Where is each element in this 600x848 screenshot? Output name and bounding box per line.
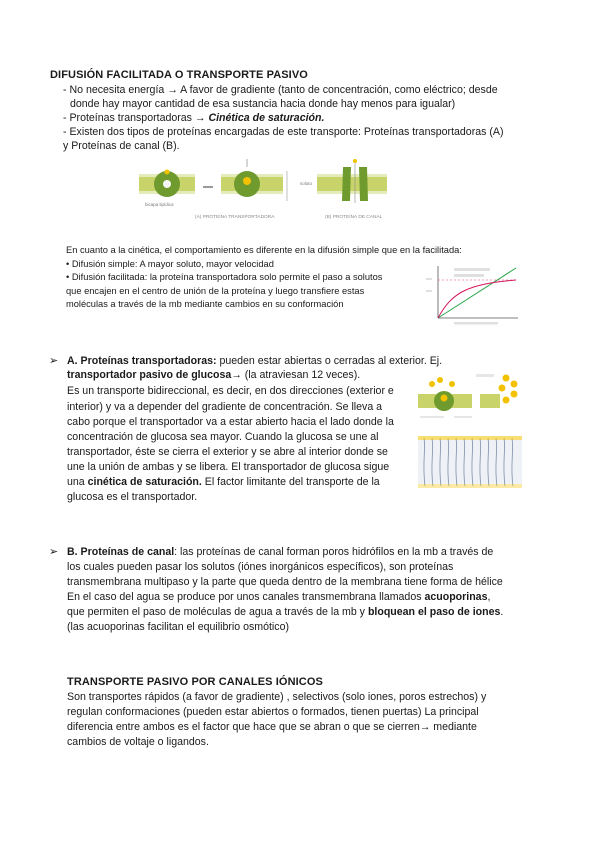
kinetics-graph [424, 262, 522, 328]
kinetics-text: • Difusión simple: A mayor soluto, mayor velocidad [66, 259, 274, 269]
transporter-helix-svg [418, 432, 522, 492]
text-line: donde hay mayor cantidad de esa sustancia hacia donde hay menos para igualar) [70, 98, 456, 110]
section2-line: regulan conformaciones (pueden estar abiertos o formados, tienen puertas) La principal [67, 706, 479, 718]
bullet-arrow-icon: ➢ [49, 355, 59, 367]
transport-proteins-figure [137, 157, 389, 225]
section-a-line: concentración de glucosa sea mayor. Cuando la glucosa se une al [67, 431, 379, 443]
section-b-line: transmembrana multipaso y la parte que queda dentro de la membrana tiene forma de hélice [67, 576, 503, 588]
section-b-line: que permiten el paso de moléculas de agua a través de la mb y bloquean el paso de iones. [67, 606, 504, 618]
section-a-line: une la unión de ambas y se libera. El transportador de glucosa sigue [67, 461, 390, 473]
kinetics-graph-svg [424, 262, 522, 328]
text-line: y Proteínas de canal (B). [63, 140, 180, 152]
kinetics-text: En cuanto a la cinética, el comportamiento es diferente en la difusión simple que en la facilitada: [66, 245, 462, 255]
section2-line: diferencia entre ambos es el factor que hace que se abran o que se cierren→ mediante [67, 721, 477, 733]
figure-label-bilayer: bicapa lipídica [145, 202, 174, 207]
text-line: - Proteínas transportadoras → Cinética de saturación. [63, 112, 325, 124]
section-a-line: una cinética de saturación. El factor limitante del transporte de la [67, 476, 380, 488]
section-a-line: glucosa es el transportador. [67, 491, 198, 503]
glucose-transporter-figure [418, 372, 522, 428]
glucose-transporter-svg [418, 372, 522, 428]
section-b-line: En el caso del agua se produce por unos canales transmembrana llamados acuoporinas, [67, 591, 491, 603]
text-line: - Existen dos tipos de proteínas encargadas de este transporte: Proteínas transportadoras (A) [63, 126, 504, 138]
transporter-helix-figure [418, 432, 522, 492]
section-a-line: cabo porque el transportador va a estar abierto hacia el lado donde la [67, 416, 394, 428]
section-title-facilitated-diffusion: DIFUSIÓN FACILITADA O TRANSPORTE PASIVO [50, 69, 308, 81]
kinetics-text: • Difusión facilitada: la proteína transportadora solo permite el paso a solutos [66, 272, 383, 282]
section-b-line: B. Proteínas de canal: las proteínas de canal forman poros hidrófilos en la mb a través de [67, 546, 494, 558]
figure-label-solute: soluto [300, 181, 313, 186]
section-a-line: transportador, éste se cierra el exterior y se abre al interior donde se [67, 446, 388, 458]
section-a-line: A. Proteínas transportadoras: pueden estar abiertas o cerradas al exterior. Ej. [67, 355, 443, 367]
section-title-ion-channels: TRANSPORTE PASIVO POR CANALES IÓNICOS [67, 676, 323, 688]
text-line: - No necesita energía → A favor de gradiente (tanto de concentración, como eléctrico; desde [63, 84, 498, 96]
section-b-line: (las acuoporinas facilitan el equilibrio osmótico) [67, 621, 289, 633]
figure-caption-b: (B) PROTEÍNA DE CANAL [325, 215, 383, 220]
section-a-line: interior) y va a depender del gradiente de concentración. Se lleva a [67, 401, 383, 413]
section-a-line: Es un transporte bidireccional, es decir, en dos direcciones (exterior e [67, 385, 394, 397]
section-b-line: los cuales pueden pasar los solutos (iónes inorgánicos específicos), son proteínas [67, 561, 454, 573]
kinetics-text: moléculas a través de la mb mediante cambios en su conformación [66, 299, 344, 309]
figure-caption-a: (A) PROTEÍNA TRANSPORTADORA [195, 215, 275, 220]
section-a-line: transportador pasivo de glucosa→ (la atraviesan 12 veces). [67, 369, 361, 381]
kinetics-text: que encajen en el centro de unión de la proteína y luego transfiere estas [66, 286, 365, 296]
section2-line: cambios de voltaje o ligandos. [67, 736, 209, 748]
bullet-arrow-icon: ➢ [49, 546, 59, 558]
section2-line: Son transportes rápidos (a favor de gradiente) , selectivos (solo iones, poros estrechos) y [67, 691, 487, 703]
